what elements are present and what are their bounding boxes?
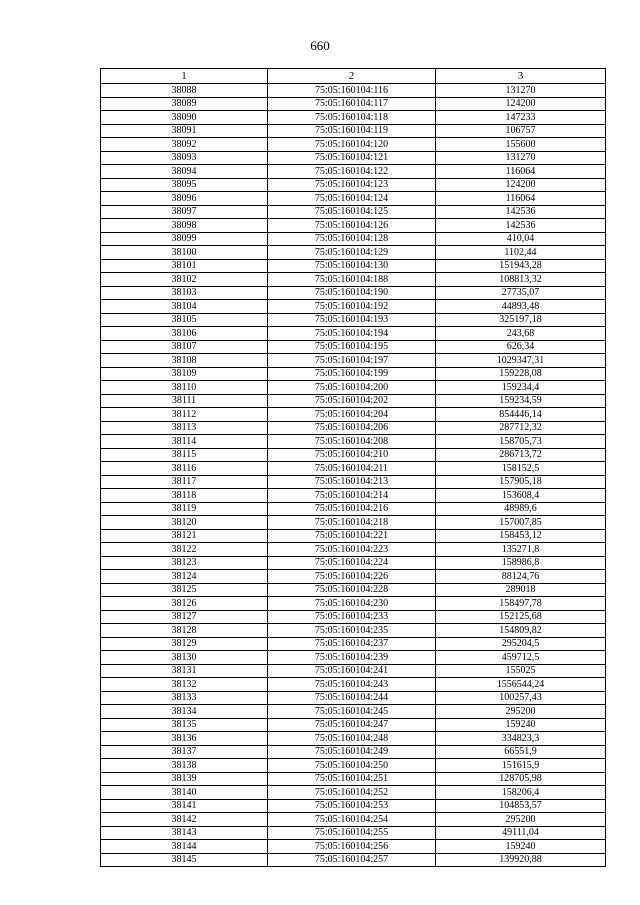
row-number-cell: 38099 xyxy=(101,232,268,246)
value-cell: 157905,18 xyxy=(436,475,606,489)
table-row xyxy=(101,273,606,287)
table-row xyxy=(101,394,606,408)
cadastral-number-cell: 75:05:160104:213 xyxy=(268,475,436,489)
table-row xyxy=(101,651,606,665)
cadastral-number-cell: 75:05:160104:192 xyxy=(268,300,436,314)
row-number-cell: 38124 xyxy=(101,570,268,584)
table-row xyxy=(101,367,606,381)
value-cell: 135271,8 xyxy=(436,543,606,557)
row-number-cell: 38093 xyxy=(101,151,268,165)
value-cell: 27735,07 xyxy=(436,286,606,300)
value-cell: 158206,4 xyxy=(436,786,606,800)
table-row xyxy=(101,286,606,300)
row-number-cell: 38095 xyxy=(101,178,268,192)
table-row xyxy=(101,664,606,678)
cadastral-number-cell: 75:05:160104:252 xyxy=(268,786,436,800)
column-header-3: 3 xyxy=(436,69,606,84)
row-number-cell: 38136 xyxy=(101,732,268,746)
cadastral-number-cell: 75:05:160104:190 xyxy=(268,286,436,300)
value-cell: 158497,78 xyxy=(436,597,606,611)
value-cell: 158152,5 xyxy=(436,462,606,476)
table-row xyxy=(101,813,606,827)
cadastral-number-cell: 75:05:160104:193 xyxy=(268,313,436,327)
value-cell: 158986,8 xyxy=(436,556,606,570)
row-number-cell: 38094 xyxy=(101,165,268,179)
value-cell: 153608,4 xyxy=(436,489,606,503)
cadastral-number-cell: 75:05:160104:126 xyxy=(268,219,436,233)
row-number-cell: 38111 xyxy=(101,394,268,408)
value-cell: 157007,85 xyxy=(436,516,606,530)
value-cell: 159234,59 xyxy=(436,394,606,408)
cadastral-number-cell: 75:05:160104:118 xyxy=(268,111,436,125)
row-number-cell: 38116 xyxy=(101,462,268,476)
cadastral-number-cell: 75:05:160104:199 xyxy=(268,367,436,381)
row-number-cell: 38121 xyxy=(101,529,268,543)
table-row xyxy=(101,718,606,732)
table-header-row xyxy=(101,69,606,84)
cadastral-number-cell: 75:05:160104:223 xyxy=(268,543,436,557)
cadastral-number-cell: 75:05:160104:244 xyxy=(268,691,436,705)
table-row xyxy=(101,448,606,462)
table-row xyxy=(101,381,606,395)
row-number-cell: 38114 xyxy=(101,435,268,449)
table-body xyxy=(101,84,606,867)
row-number-cell: 38090 xyxy=(101,111,268,125)
value-cell: 334823,3 xyxy=(436,732,606,746)
table-row xyxy=(101,678,606,692)
value-cell: 154809,82 xyxy=(436,624,606,638)
row-number-cell: 38104 xyxy=(101,300,268,314)
row-number-cell: 38119 xyxy=(101,502,268,516)
column-header-1: 1 xyxy=(101,69,268,84)
cadastral-number-cell: 75:05:160104:221 xyxy=(268,529,436,543)
row-number-cell: 38131 xyxy=(101,664,268,678)
cadastral-number-cell: 75:05:160104:247 xyxy=(268,718,436,732)
table-row xyxy=(101,516,606,530)
table-row xyxy=(101,300,606,314)
table-row xyxy=(101,421,606,435)
row-number-cell: 38105 xyxy=(101,313,268,327)
value-cell: 289018 xyxy=(436,583,606,597)
table-row xyxy=(101,354,606,368)
cadastral-number-cell: 75:05:160104:214 xyxy=(268,489,436,503)
table-row xyxy=(101,570,606,584)
table-row xyxy=(101,840,606,854)
table-row xyxy=(101,462,606,476)
row-number-cell: 38140 xyxy=(101,786,268,800)
value-cell: 295204,5 xyxy=(436,637,606,651)
row-number-cell: 38107 xyxy=(101,340,268,354)
row-number-cell: 38125 xyxy=(101,583,268,597)
table-row xyxy=(101,97,606,111)
row-number-cell: 38100 xyxy=(101,246,268,260)
row-number-cell: 38132 xyxy=(101,678,268,692)
value-cell: 410,04 xyxy=(436,232,606,246)
cadastral-number-cell: 75:05:160104:255 xyxy=(268,826,436,840)
value-cell: 159240 xyxy=(436,718,606,732)
data-table xyxy=(100,68,606,867)
cadastral-number-cell: 75:05:160104:204 xyxy=(268,408,436,422)
table-row xyxy=(101,637,606,651)
value-cell: 295200 xyxy=(436,705,606,719)
table-row xyxy=(101,759,606,773)
cadastral-number-cell: 75:05:160104:253 xyxy=(268,799,436,813)
row-number-cell: 38108 xyxy=(101,354,268,368)
row-number-cell: 38089 xyxy=(101,97,268,111)
row-number-cell: 38106 xyxy=(101,327,268,341)
value-cell: 131270 xyxy=(436,84,606,98)
row-number-cell: 38138 xyxy=(101,759,268,773)
cadastral-number-cell: 75:05:160104:210 xyxy=(268,448,436,462)
table-row xyxy=(101,556,606,570)
value-cell: 1556544,24 xyxy=(436,678,606,692)
cadastral-number-cell: 75:05:160104:241 xyxy=(268,664,436,678)
cadastral-number-cell: 75:05:160104:197 xyxy=(268,354,436,368)
table-row xyxy=(101,259,606,273)
cadastral-number-cell: 75:05:160104:237 xyxy=(268,637,436,651)
table-row xyxy=(101,705,606,719)
cadastral-number-cell: 75:05:160104:119 xyxy=(268,124,436,138)
table-row xyxy=(101,853,606,867)
cadastral-number-cell: 75:05:160104:128 xyxy=(268,232,436,246)
cadastral-number-cell: 75:05:160104:194 xyxy=(268,327,436,341)
cadastral-number-cell: 75:05:160104:230 xyxy=(268,597,436,611)
row-number-cell: 38091 xyxy=(101,124,268,138)
row-number-cell: 38127 xyxy=(101,610,268,624)
value-cell: 124200 xyxy=(436,178,606,192)
table-row xyxy=(101,691,606,705)
cadastral-number-cell: 75:05:160104:123 xyxy=(268,178,436,192)
row-number-cell: 38117 xyxy=(101,475,268,489)
column-header-2: 2 xyxy=(268,69,436,84)
row-number-cell: 38092 xyxy=(101,138,268,152)
cadastral-number-cell: 75:05:160104:124 xyxy=(268,192,436,206)
value-cell: 128705,98 xyxy=(436,772,606,786)
table-row xyxy=(101,799,606,813)
cadastral-number-cell: 75:05:160104:243 xyxy=(268,678,436,692)
value-cell: 287712,32 xyxy=(436,421,606,435)
cadastral-number-cell: 75:05:160104:202 xyxy=(268,394,436,408)
value-cell: 151615,9 xyxy=(436,759,606,773)
cadastral-number-cell: 75:05:160104:239 xyxy=(268,651,436,665)
row-number-cell: 38110 xyxy=(101,381,268,395)
value-cell: 49111,04 xyxy=(436,826,606,840)
value-cell: 100257,43 xyxy=(436,691,606,705)
table-row xyxy=(101,313,606,327)
row-number-cell: 38096 xyxy=(101,192,268,206)
value-cell: 66551,9 xyxy=(436,745,606,759)
table-row xyxy=(101,597,606,611)
row-number-cell: 38139 xyxy=(101,772,268,786)
row-number-cell: 38134 xyxy=(101,705,268,719)
cadastral-number-cell: 75:05:160104:122 xyxy=(268,165,436,179)
table-header xyxy=(101,69,606,84)
table-row xyxy=(101,138,606,152)
value-cell: 139920,88 xyxy=(436,853,606,867)
value-cell: 325197,18 xyxy=(436,313,606,327)
table-row xyxy=(101,435,606,449)
table-row xyxy=(101,624,606,638)
value-cell: 106757 xyxy=(436,124,606,138)
value-cell: 1102,44 xyxy=(436,246,606,260)
cadastral-number-cell: 75:05:160104:251 xyxy=(268,772,436,786)
value-cell: 48989,6 xyxy=(436,502,606,516)
value-cell: 286713,72 xyxy=(436,448,606,462)
table-row xyxy=(101,111,606,125)
table-row xyxy=(101,124,606,138)
row-number-cell: 38126 xyxy=(101,597,268,611)
table-row xyxy=(101,178,606,192)
table-row xyxy=(101,475,606,489)
cadastral-number-cell: 75:05:160104:129 xyxy=(268,246,436,260)
value-cell: 88124,76 xyxy=(436,570,606,584)
table-row xyxy=(101,84,606,98)
table-row xyxy=(101,192,606,206)
cadastral-number-cell: 75:05:160104:235 xyxy=(268,624,436,638)
page-number: 660 xyxy=(310,38,330,53)
row-number-cell: 38143 xyxy=(101,826,268,840)
table-row xyxy=(101,205,606,219)
row-number-cell: 38112 xyxy=(101,408,268,422)
row-number-cell: 38144 xyxy=(101,840,268,854)
row-number-cell: 38137 xyxy=(101,745,268,759)
value-cell: 159234,4 xyxy=(436,381,606,395)
value-cell: 295200 xyxy=(436,813,606,827)
cadastral-number-cell: 75:05:160104:188 xyxy=(268,273,436,287)
value-cell: 44893,48 xyxy=(436,300,606,314)
table-row xyxy=(101,151,606,165)
cadastral-number-cell: 75:05:160104:257 xyxy=(268,853,436,867)
cadastral-number-cell: 75:05:160104:245 xyxy=(268,705,436,719)
cadastral-number-cell: 75:05:160104:121 xyxy=(268,151,436,165)
row-number-cell: 38142 xyxy=(101,813,268,827)
row-number-cell: 38088 xyxy=(101,84,268,98)
table-row xyxy=(101,543,606,557)
row-number-cell: 38097 xyxy=(101,205,268,219)
row-number-cell: 38120 xyxy=(101,516,268,530)
cadastral-number-cell: 75:05:160104:130 xyxy=(268,259,436,273)
value-cell: 854446,14 xyxy=(436,408,606,422)
value-cell: 158705,73 xyxy=(436,435,606,449)
row-number-cell: 38102 xyxy=(101,273,268,287)
value-cell: 459712,5 xyxy=(436,651,606,665)
value-cell: 142536 xyxy=(436,219,606,233)
table-row xyxy=(101,826,606,840)
row-number-cell: 38129 xyxy=(101,637,268,651)
row-number-cell: 38098 xyxy=(101,219,268,233)
table-row xyxy=(101,610,606,624)
value-cell: 159228,08 xyxy=(436,367,606,381)
cadastral-number-cell: 75:05:160104:117 xyxy=(268,97,436,111)
cadastral-number-cell: 75:05:160104:216 xyxy=(268,502,436,516)
table-row xyxy=(101,219,606,233)
table-row xyxy=(101,786,606,800)
cadastral-number-cell: 75:05:160104:116 xyxy=(268,84,436,98)
cadastral-number-cell: 75:05:160104:211 xyxy=(268,462,436,476)
table-row xyxy=(101,408,606,422)
value-cell: 104853,57 xyxy=(436,799,606,813)
cadastral-number-cell: 75:05:160104:206 xyxy=(268,421,436,435)
cadastral-number-cell: 75:05:160104:256 xyxy=(268,840,436,854)
value-cell: 152125,68 xyxy=(436,610,606,624)
value-cell: 116064 xyxy=(436,165,606,179)
cadastral-number-cell: 75:05:160104:248 xyxy=(268,732,436,746)
row-number-cell: 38122 xyxy=(101,543,268,557)
table-row xyxy=(101,327,606,341)
cadastral-number-cell: 75:05:160104:208 xyxy=(268,435,436,449)
value-cell: 142536 xyxy=(436,205,606,219)
value-cell: 147233 xyxy=(436,111,606,125)
row-number-cell: 38101 xyxy=(101,259,268,273)
table-row xyxy=(101,772,606,786)
row-number-cell: 38103 xyxy=(101,286,268,300)
cadastral-number-cell: 75:05:160104:233 xyxy=(268,610,436,624)
value-cell: 124200 xyxy=(436,97,606,111)
table-row xyxy=(101,165,606,179)
value-cell: 243,68 xyxy=(436,327,606,341)
row-number-cell: 38128 xyxy=(101,624,268,638)
row-number-cell: 38133 xyxy=(101,691,268,705)
value-cell: 151943,28 xyxy=(436,259,606,273)
row-number-cell: 38135 xyxy=(101,718,268,732)
row-number-cell: 38145 xyxy=(101,853,268,867)
table-row xyxy=(101,502,606,516)
value-cell: 158453,12 xyxy=(436,529,606,543)
cadastral-number-cell: 75:05:160104:218 xyxy=(268,516,436,530)
cadastral-number-cell: 75:05:160104:250 xyxy=(268,759,436,773)
cadastral-number-cell: 75:05:160104:249 xyxy=(268,745,436,759)
table-row xyxy=(101,529,606,543)
row-number-cell: 38115 xyxy=(101,448,268,462)
table-row xyxy=(101,583,606,597)
cadastral-number-cell: 75:05:160104:195 xyxy=(268,340,436,354)
row-number-cell: 38118 xyxy=(101,489,268,503)
cadastral-number-cell: 75:05:160104:224 xyxy=(268,556,436,570)
cadastral-number-cell: 75:05:160104:228 xyxy=(268,583,436,597)
cadastral-number-cell: 75:05:160104:125 xyxy=(268,205,436,219)
row-number-cell: 38109 xyxy=(101,367,268,381)
table-row xyxy=(101,745,606,759)
value-cell: 159240 xyxy=(436,840,606,854)
cadastral-number-cell: 75:05:160104:226 xyxy=(268,570,436,584)
cadastral-number-cell: 75:05:160104:254 xyxy=(268,813,436,827)
table-row xyxy=(101,340,606,354)
table-row xyxy=(101,246,606,260)
value-cell: 1029347,31 xyxy=(436,354,606,368)
cadastral-number-cell: 75:05:160104:120 xyxy=(268,138,436,152)
row-number-cell: 38130 xyxy=(101,651,268,665)
table-row xyxy=(101,489,606,503)
cadastral-number-cell: 75:05:160104:200 xyxy=(268,381,436,395)
value-cell: 155600 xyxy=(436,138,606,152)
row-number-cell: 38141 xyxy=(101,799,268,813)
value-cell: 108813,32 xyxy=(436,273,606,287)
value-cell: 155025 xyxy=(436,664,606,678)
value-cell: 626,34 xyxy=(436,340,606,354)
table-row xyxy=(101,732,606,746)
value-cell: 116064 xyxy=(436,192,606,206)
value-cell: 131270 xyxy=(436,151,606,165)
table-row xyxy=(101,232,606,246)
row-number-cell: 38123 xyxy=(101,556,268,570)
row-number-cell: 38113 xyxy=(101,421,268,435)
